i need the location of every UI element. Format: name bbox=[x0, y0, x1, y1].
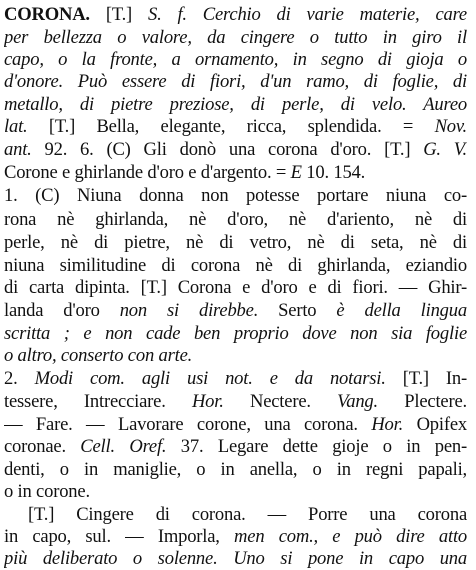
text-segment: in capo, sul. — Imporla, bbox=[4, 526, 235, 547]
text-segment: Corone e ghirlande d'oro e d'argento. = bbox=[4, 162, 291, 183]
text-segment: non si direbbe. bbox=[119, 300, 259, 321]
text-segment: Modi com. agli usi not. e da notarsi. bbox=[34, 368, 386, 389]
text-segment: capo, o la fronte, a ornamento, in segno di gioja o bbox=[4, 49, 467, 70]
text-line bbox=[4, 116, 467, 138]
text-line bbox=[4, 162, 467, 184]
text-line bbox=[4, 71, 467, 93]
text-segment: metallo, di pietre preziose, di perle, di velo. Aureo bbox=[4, 94, 467, 115]
text-segment: Opifex bbox=[403, 414, 467, 435]
text-line bbox=[4, 526, 467, 548]
text-segment: 2. bbox=[4, 368, 35, 389]
text-line bbox=[4, 139, 467, 161]
text-segment: — Fare. — Lavorare corone, una corona. bbox=[4, 414, 372, 435]
text-line bbox=[4, 414, 467, 436]
text-line bbox=[4, 548, 467, 570]
text-segment: o in corone. bbox=[4, 481, 90, 502]
text-segment: 10. 154. bbox=[301, 162, 366, 183]
text-segment: rona nè ghirlanda, nè d'oro, nè d'ariento, nè di bbox=[4, 209, 467, 230]
text-segment: Serto bbox=[258, 300, 337, 321]
text-segment: d'onore. Può essere di fiori, d'un ramo, di foglie, di bbox=[4, 71, 467, 92]
text-segment: Plectere. bbox=[377, 391, 467, 412]
text-line bbox=[4, 49, 467, 71]
text-segment: 1. (C) Niuna donna non potesse portare niuna co- bbox=[4, 185, 467, 206]
text-line bbox=[4, 300, 467, 322]
text-segment: [T.] In- bbox=[385, 368, 467, 389]
text-segment: lat. bbox=[4, 116, 28, 137]
text-segment: landa d'oro bbox=[4, 300, 120, 321]
text-segment: [T.] bbox=[89, 4, 148, 25]
text-segment: scritta ; e non cade ben proprio dove non sia foglie bbox=[4, 323, 467, 344]
text-line bbox=[4, 94, 467, 116]
text-segment: niuna similitudine di corona nè di ghirlanda, eziandio bbox=[4, 255, 467, 276]
text-line bbox=[4, 255, 467, 277]
text-segment: Cell. Oref. bbox=[80, 436, 167, 457]
text-segment: è della lingua bbox=[336, 300, 467, 321]
text-segment: per bellezza o valore, da cingere o tutto in giro il bbox=[4, 27, 467, 48]
text-segment: Nectere. bbox=[223, 391, 338, 412]
text-line bbox=[4, 209, 467, 231]
text-segment: G. V. bbox=[423, 139, 467, 160]
text-segment: più deliberato o solenne. Uno si pone in capo una bbox=[4, 548, 467, 569]
text-line bbox=[4, 323, 467, 345]
text-segment: di carta dipinta. [T.] Corona e d'oro e di fiori. — Ghir- bbox=[4, 277, 467, 298]
text-segment: men com., e può dire atto bbox=[234, 526, 467, 547]
text-segment: Hor. bbox=[191, 391, 224, 412]
text-line bbox=[4, 345, 467, 367]
text-segment: Hor. bbox=[371, 414, 404, 435]
text-line bbox=[4, 459, 467, 481]
text-segment: Vang. bbox=[337, 391, 378, 412]
text-line bbox=[4, 4, 467, 26]
headword: CORONA. bbox=[4, 4, 90, 25]
text-line bbox=[28, 504, 467, 526]
text-line bbox=[4, 277, 467, 299]
text-segment: 37. Legare dette gioje o in pen- bbox=[166, 436, 467, 457]
text-line bbox=[4, 481, 467, 503]
text-line bbox=[4, 185, 467, 207]
text-line bbox=[4, 27, 467, 49]
text-line bbox=[4, 391, 467, 413]
text-segment: perle, nè di pietre, nè di vetro, nè di seta, nè di bbox=[4, 232, 467, 253]
text-segment: 92. 6. (C) Gli donò una corona d'oro. [T.] bbox=[31, 139, 424, 160]
text-segment: ant. bbox=[4, 139, 32, 160]
text-segment: S. f. Cerchio di varie materie, care bbox=[147, 4, 467, 25]
text-segment: o altro, conserto con arte. bbox=[4, 345, 193, 366]
text-line bbox=[4, 368, 467, 390]
text-line bbox=[4, 436, 467, 458]
text-segment: E bbox=[290, 162, 302, 183]
text-segment: denti, o in maniglie, o in anella, o in regni papali, bbox=[4, 459, 467, 480]
text-segment: coronae. bbox=[4, 436, 81, 457]
text-line bbox=[4, 232, 467, 254]
text-segment: [T.] Bella, elegante, ricca, splendida. = bbox=[27, 116, 435, 137]
text-segment: Nov. bbox=[434, 116, 467, 137]
text-segment: tessere, Intrecciare. bbox=[4, 391, 192, 412]
text-segment: [T.] Cingere di corona. — Porre una corona bbox=[28, 504, 467, 525]
